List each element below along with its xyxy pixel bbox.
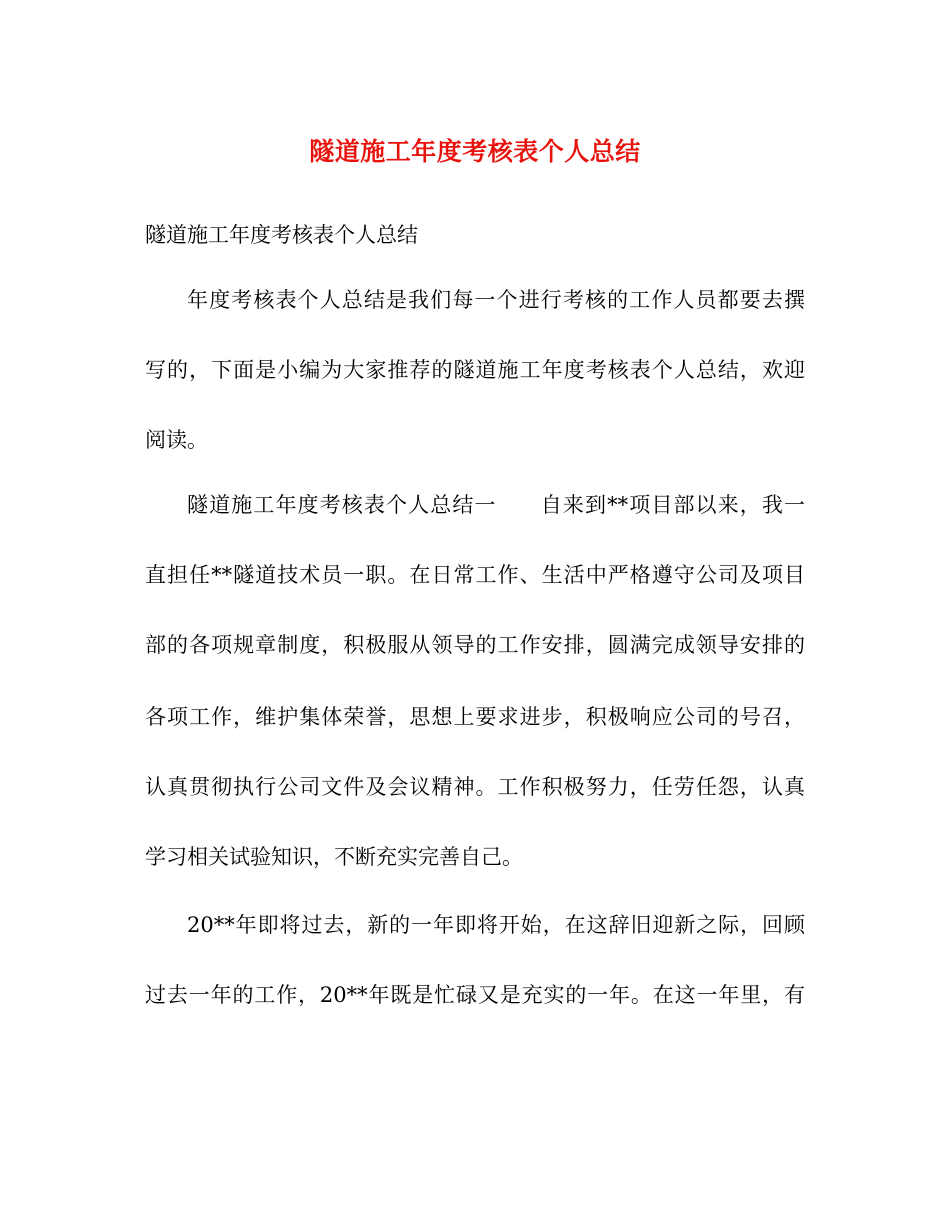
document-subtitle: 隧道施工年度考核表个人总结 — [145, 223, 418, 247]
paragraph-line: 认真贯彻执行公司文件及会议精神。工作积极努力，任劳任怨，认真 — [145, 775, 805, 799]
paragraph-line: 写的，下面是小编为大家推荐的隧道施工年度考核表个人总结，欢迎 — [145, 358, 805, 382]
paragraph-line: 阅读。 — [145, 428, 208, 452]
paragraph-line: 年度考核表个人总结是我们每一个进行考核的工作人员都要去撰 — [187, 288, 805, 312]
paragraph-line: 学习相关试验知识，不断充实完善自己。 — [145, 845, 523, 869]
paragraph-line: 过去一年的工作，20**年既是忙碌又是充实的一年。在这一年里，有 — [145, 983, 805, 1007]
document-title: 隧道施工年度考核表个人总结 — [309, 137, 641, 166]
paragraph-line: 直担任**隧道技术员一职。在日常工作、生活中严格遵守公司及项目 — [145, 563, 805, 587]
paragraph-line: 部的各项规章制度，积极服从领导的工作安排，圆满完成领导安排的 — [145, 633, 805, 657]
paragraph-line: 20**年即将过去，新的一年即将开始，在这辞旧迎新之际，回顾 — [187, 913, 805, 937]
paragraph-line: 各项工作，维护集体荣誉，思想上要求进步，积极响应公司的号召， — [145, 705, 805, 729]
paragraph-line: 隧道施工年度考核表个人总结一 自来到**项目部以来，我一 — [187, 493, 805, 517]
